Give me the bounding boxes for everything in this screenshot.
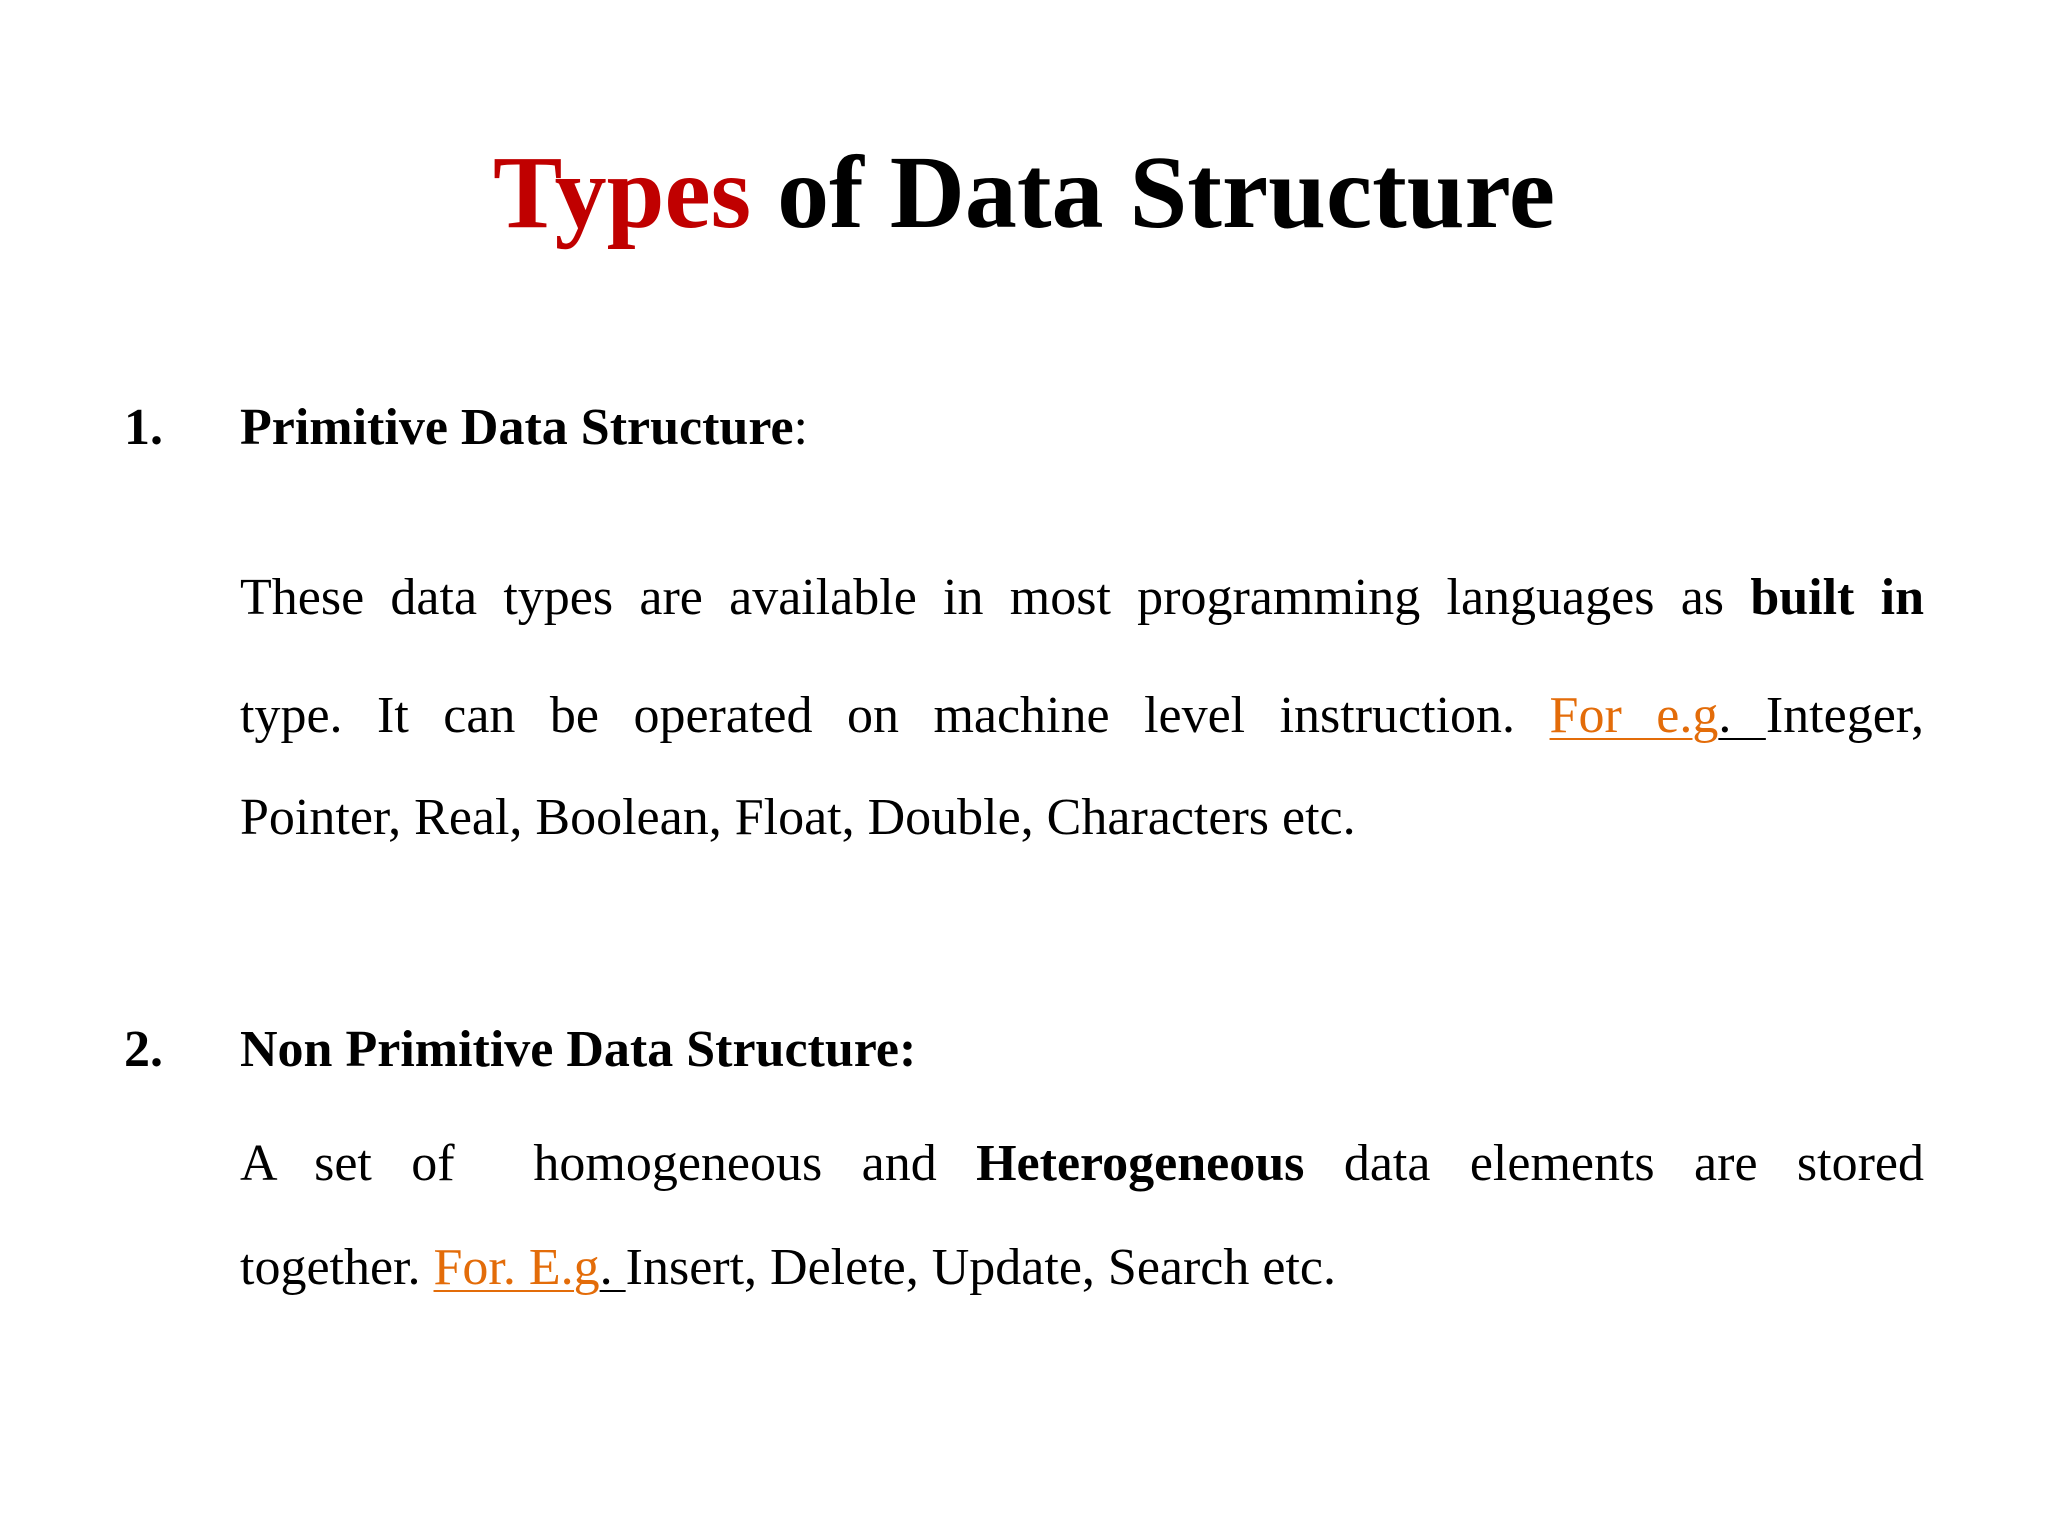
text-run: These data types are available in most programming languages as	[240, 569, 1751, 626]
text-run: type. It can be operated on machine level instruction.	[240, 687, 1550, 744]
bold-run: Heterogeneous	[976, 1135, 1305, 1192]
item-1-heading	[124, 396, 808, 460]
item-1-line-3	[240, 786, 1924, 850]
title-rest: of Data Structure	[751, 135, 1556, 250]
text-run: Insert, Delete, Update, Search etc.	[625, 1239, 1336, 1296]
item-2-line-2	[240, 1236, 1924, 1300]
item-1-description-end	[240, 786, 1924, 850]
item-1-description-cont	[240, 684, 1924, 748]
item-1-colon: :	[793, 399, 808, 456]
item-2-description	[240, 1132, 1924, 1196]
text-run: A set of homogeneous and	[240, 1135, 977, 1192]
text-run: data elements are stored	[1304, 1135, 1925, 1192]
item-2-title: Non Primitive Data Structure:	[240, 1021, 917, 1078]
underlined-run: .	[599, 1239, 626, 1296]
for-eg-link[interactable]: For e.g	[1549, 687, 1719, 744]
text-run: Integer,	[1765, 687, 1925, 744]
item-1-number: 1.	[124, 399, 163, 456]
item-1-description	[240, 566, 1924, 630]
underlined-run: .	[1718, 687, 1766, 744]
title-accent-word: Types	[492, 135, 752, 250]
item-2-description-end	[240, 1236, 1924, 1300]
item-1-line-1	[240, 566, 1924, 630]
text-run: together.	[240, 1239, 434, 1296]
item-2-number: 2.	[124, 1021, 163, 1078]
for-eg-link[interactable]: For. E.g	[433, 1239, 600, 1296]
item-2-heading	[124, 1018, 916, 1082]
item-1-line-2	[240, 684, 1924, 748]
item-2-line-1	[240, 1132, 1924, 1196]
slide-title	[0, 128, 2048, 258]
text-run: Pointer, Real, Boolean, Float, Double, Characters etc.	[240, 789, 1356, 846]
bold-run: built in	[1750, 569, 1925, 626]
item-1-title: Primitive Data Structure	[240, 399, 794, 456]
